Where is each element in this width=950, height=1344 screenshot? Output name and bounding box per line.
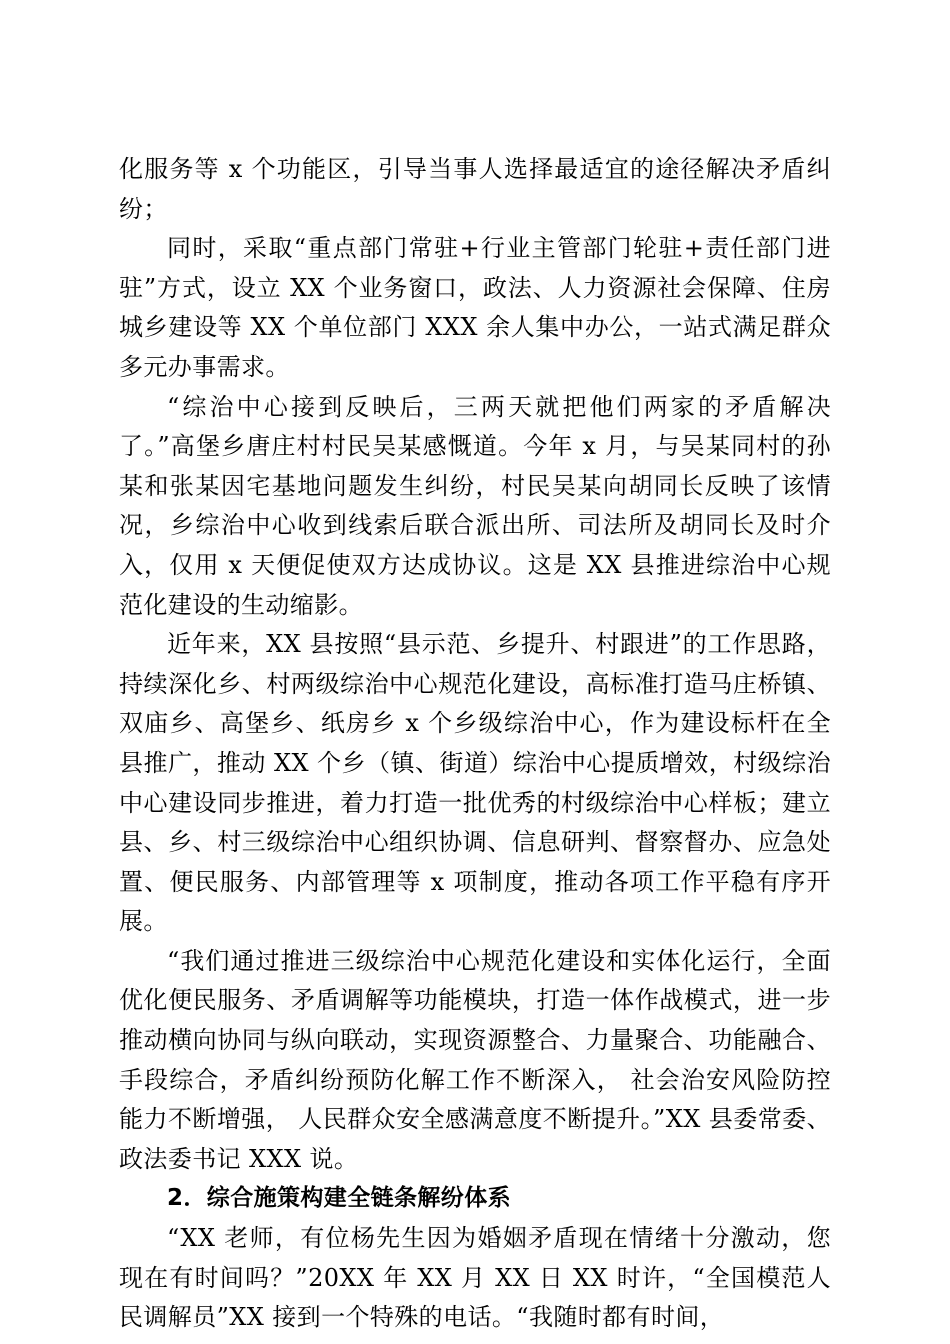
paragraph-4: 近年来，XX 县按照“县示范、乡提升、村跟进”的工作思路，持续深化乡、村两级综治中心规范化建设，高标准打造马庄桥镇、双庙乡、高堡乡、纸房乡 x 个乡级综治中心，作为建设标杆在全县推广，推动 XX 个乡（镇、街道）综治中心提质增效，村级综治中心建设同步推进，着力打造一批优秀的村级综治中心样板；建立县、乡、村三级综治中心组织协调、信息研判、督察督办、应急处置、便民服务、内部管理等 x 项制度，推动各项工作平稳有序开展。 [119, 630, 831, 936]
paragraph-5: “我们通过推进三级综治中心规范化建设和实体化运行，全面优化便民服务、矛盾调解等功能模块，打造一体作战模式，进一步推动横向协同与纵向联动，实现资源整合、力量聚合、功能融合、手段综合，矛盾纠纷预防化解工作不断深入， 社会治安风险防控能力不断增强， 人民群众安全感满意度不断提升。”XX 县委常委、政法委书记 XXX 说。 [119, 946, 831, 1173]
paragraph-2: 同时，采取“重点部门常驻+行业主管部门轮驻+责任部门进驻”方式，设立 XX 个业务窗口，政法、人力资源社会保障、住房城乡建设等 XX 个单位部门 XXX 余人集中办公，一站式满足群众多元办事需求。 [119, 234, 831, 381]
paragraph-6: “XX 老师，有位杨先生因为婚姻矛盾现在情绪十分激动，您现在有时间吗？”20XX 年 XX 月 XX 日 XX 时许，“全国模范人民调解员”XX 接到一个特殊的电话。“我随时都有时间， [119, 1224, 831, 1332]
document-body [119, 150, 831, 1338]
paragraph-3: “综治中心接到反映后，三两天就把他们两家的矛盾解决了。”高堡乡唐庄村村民吴某感慨道。今年 x 月，与吴某同村的孙某和张某因宅基地问题发生纠纷，村民吴某向胡同长反映了该情况，乡综治中心收到线索后联合派出所、司法所及胡同长及时介入，仅用 x 天便促使双方达成协议。这是 XX 县推进综治中心规范化建设的生动缩影。 [119, 392, 831, 619]
paragraph-1: 化服务等 x 个功能区，引导当事人选择最适宜的途径解决矛盾纠纷； [119, 155, 831, 223]
section-heading: 2．综合施策构建全链条解纷体系 [167, 1185, 512, 1212]
